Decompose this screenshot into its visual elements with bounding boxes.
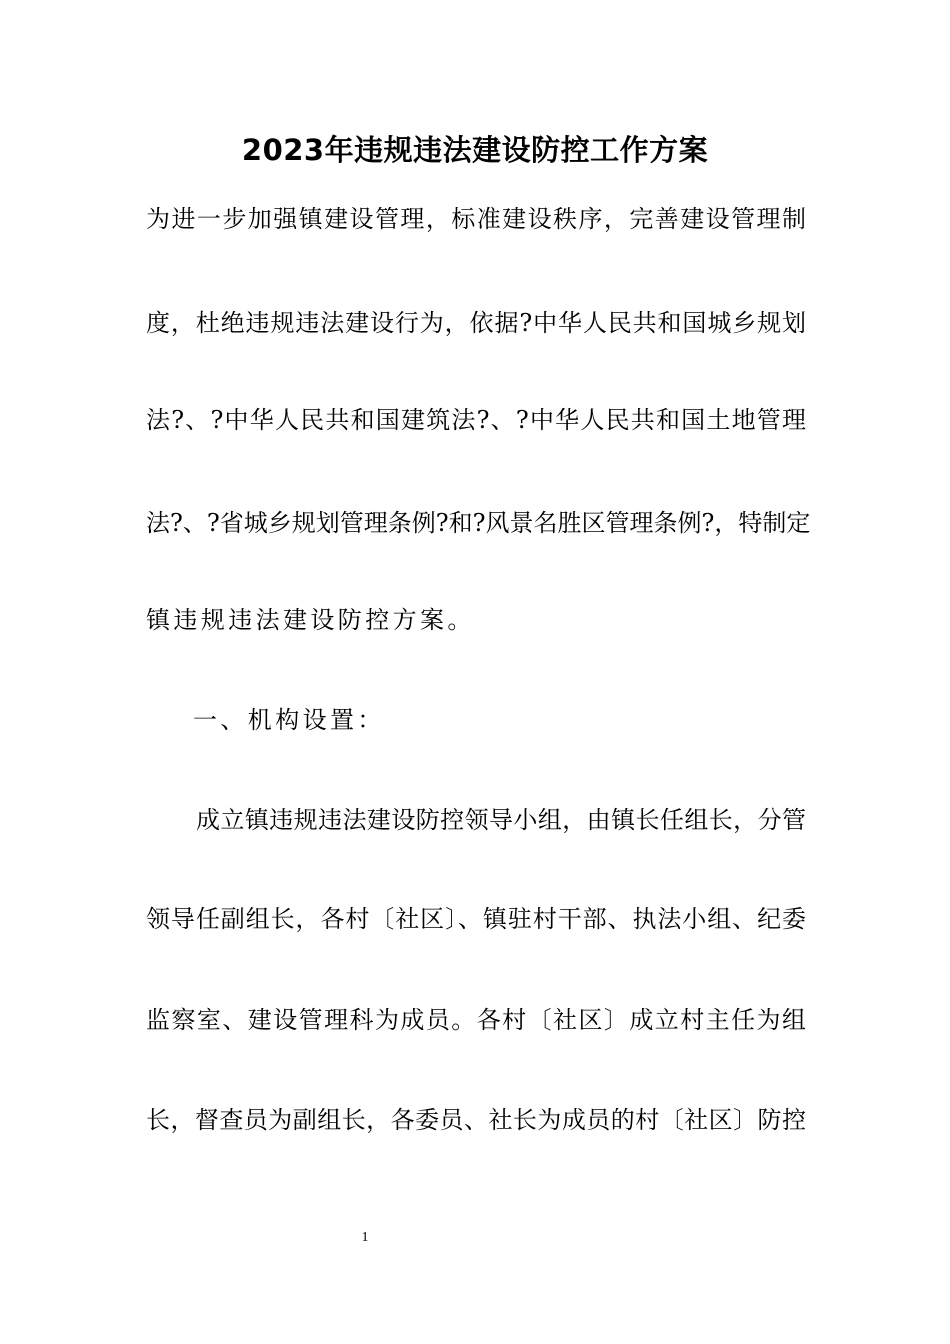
paragraph-line-5: 镇违规违法建设防控方案。 <box>146 606 475 634</box>
paragraph-line-3: 法?、?中华人民共和国建筑法?、?中华人民共和国土地管理 <box>146 406 806 434</box>
paragraph-line-8: 监察室、建设管理科为成员。各村〔社区〕成立村主任为组 <box>146 1006 806 1034</box>
paragraph-line-2: 度，杜绝违规违法建设行为，依据?中华人民共和国城乡规划 <box>146 309 806 337</box>
section-heading: 一、机构设置： <box>193 706 385 734</box>
paragraph-line-9: 长，督查员为副组长，各委员、社长为成员的村〔社区〕防控 <box>146 1106 806 1134</box>
paragraph-line-6: 成立镇违规违法建设防控领导小组，由镇长任组长，分管 <box>196 806 806 834</box>
paragraph-line-4: 法?、?省城乡规划管理条例?和?风景名胜区管理条例?，特制定 <box>146 509 811 537</box>
paragraph-line-7: 领导任副组长，各村〔社区〕、镇驻村干部、执法小组、纪委 <box>146 905 806 933</box>
page-number: 1 <box>361 1230 369 1245</box>
paragraph-line-1: 为进一步加强镇建设管理，标准建设秩序，完善建设管理制 <box>146 205 806 233</box>
document-title: 2023年违规违法建设防控工作方案 <box>241 133 709 167</box>
